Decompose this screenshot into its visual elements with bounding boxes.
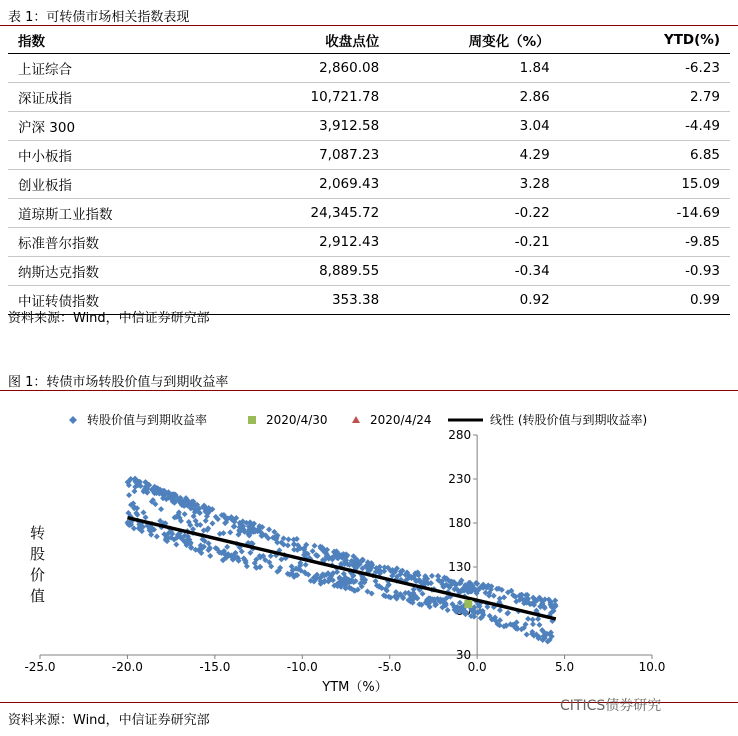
cell-week-change: -0.21 bbox=[389, 228, 559, 257]
cell-close: 7,087.23 bbox=[244, 141, 389, 170]
cell-ytd: 6.85 bbox=[560, 141, 730, 170]
cell-index-name: 中小板指 bbox=[8, 141, 244, 170]
table-row bbox=[8, 112, 730, 141]
scatter-point bbox=[530, 621, 536, 627]
scatter-point bbox=[268, 553, 274, 559]
cell-week-change: -0.22 bbox=[389, 199, 559, 228]
scatter-point bbox=[312, 543, 318, 549]
legend-label: 线性 (转股价值与到期收益率) bbox=[490, 413, 648, 427]
cell-index-name: 中证转债指数 bbox=[8, 286, 244, 315]
cell-week-change: 4.29 bbox=[389, 141, 559, 170]
scatter-point bbox=[203, 518, 209, 524]
y-tick-label: 280 bbox=[448, 428, 472, 442]
cell-week-change: 3.04 bbox=[389, 112, 559, 141]
cell-close: 2,069.43 bbox=[244, 170, 389, 199]
table-caption-rule bbox=[0, 25, 738, 26]
cell-index-name: 创业板指 bbox=[8, 170, 244, 199]
scatter-point bbox=[285, 542, 291, 548]
table-caption: 表 1：可转债市场相关指数表现 bbox=[8, 10, 190, 25]
y-axis-label: 转股价值 bbox=[28, 525, 46, 609]
scatter-point bbox=[536, 622, 542, 628]
col-header-index: 指数 bbox=[8, 27, 244, 54]
x-tick-label: -5.0 bbox=[378, 660, 402, 674]
cell-week-change: -0.34 bbox=[389, 257, 559, 286]
cell-close: 2,860.08 bbox=[244, 54, 389, 83]
col-header-ytd: YTD(%) bbox=[560, 27, 730, 54]
table-row bbox=[8, 228, 730, 257]
cell-close: 2,912.43 bbox=[244, 228, 389, 257]
y-tick-label: 180 bbox=[448, 516, 472, 530]
scatter-point bbox=[382, 564, 388, 570]
col-header-week: 周变化（%） bbox=[389, 27, 559, 54]
cell-ytd: -6.23 bbox=[560, 54, 730, 83]
x-tick-label: 0.0 bbox=[467, 660, 487, 674]
x-tick-label: -10.0 bbox=[286, 660, 318, 674]
cell-ytd: -9.85 bbox=[560, 228, 730, 257]
table-row bbox=[8, 170, 730, 199]
x-tick-label: -15.0 bbox=[199, 660, 231, 674]
x-axis-label: YTM（%） bbox=[322, 680, 388, 695]
table-row bbox=[8, 141, 730, 170]
cell-close: 353.38 bbox=[244, 286, 389, 315]
table-row bbox=[8, 83, 730, 112]
scatter-point bbox=[373, 578, 379, 584]
y-tick-label: 30 bbox=[455, 648, 472, 662]
cell-ytd: -0.93 bbox=[560, 257, 730, 286]
x-tick-label: -20.0 bbox=[111, 660, 143, 674]
table-row bbox=[8, 257, 730, 286]
scatter-point bbox=[435, 573, 441, 579]
point-2020-4-30 bbox=[464, 600, 472, 608]
col-header-close: 收盘点位 bbox=[244, 27, 389, 54]
scatter-point bbox=[524, 632, 530, 638]
scatter-point bbox=[207, 553, 213, 559]
scatter-point bbox=[310, 548, 316, 554]
y-tick-label: 230 bbox=[448, 472, 472, 486]
cell-index-name: 上证综合 bbox=[8, 54, 244, 83]
scatter-point bbox=[227, 529, 233, 535]
figure-caption-rule bbox=[0, 390, 738, 391]
watermark: CITICS债券研究 bbox=[560, 698, 662, 714]
scatter-point bbox=[266, 527, 272, 533]
table-row bbox=[8, 54, 730, 83]
cell-week-change: 0.92 bbox=[389, 286, 559, 315]
scatter-point bbox=[224, 544, 230, 550]
scatter-point bbox=[173, 541, 179, 547]
cell-week-change: 3.28 bbox=[389, 170, 559, 199]
index-table bbox=[8, 27, 730, 315]
cell-close: 8,889.55 bbox=[244, 257, 389, 286]
cell-ytd: 2.79 bbox=[560, 83, 730, 112]
scatter-point bbox=[525, 616, 531, 622]
scatter-point bbox=[278, 556, 284, 562]
table-header-row bbox=[8, 27, 730, 54]
cell-close: 24,345.72 bbox=[244, 199, 389, 228]
scatter-point bbox=[154, 534, 160, 540]
figure-source: 资料来源：Wind，中信证券研究部 bbox=[8, 713, 210, 728]
cell-ytd: 0.99 bbox=[560, 286, 730, 315]
x-tick-label: 10.0 bbox=[638, 660, 666, 674]
cell-ytd: -4.49 bbox=[560, 112, 730, 141]
scatter-point bbox=[131, 488, 137, 494]
legend-label: 2020/4/24 bbox=[370, 413, 432, 427]
cell-index-name: 沪深 300 bbox=[8, 112, 244, 141]
scatter-point bbox=[445, 607, 451, 613]
x-tick-label: -25.0 bbox=[24, 660, 56, 674]
scatter-chart bbox=[0, 400, 738, 695]
cell-ytd: -14.69 bbox=[560, 199, 730, 228]
cell-ytd: 15.09 bbox=[560, 170, 730, 199]
scatter-point bbox=[158, 506, 164, 512]
cell-close: 3,912.58 bbox=[244, 112, 389, 141]
x-tick-label: 5.0 bbox=[555, 660, 575, 674]
scatter-point bbox=[429, 573, 435, 579]
legend-marker-square bbox=[248, 416, 256, 424]
trend-line bbox=[127, 518, 555, 619]
scatter-point bbox=[209, 520, 215, 526]
legend-label: 转股价值与到期收益率 bbox=[87, 413, 208, 427]
scatter-point bbox=[497, 607, 503, 613]
figure-caption: 图 1：转债市场转股价值与到期收益率 bbox=[8, 375, 229, 390]
table-source: 资料来源：Wind，中信证券研究部 bbox=[8, 311, 210, 326]
scatter-point bbox=[286, 536, 292, 542]
table-row bbox=[8, 199, 730, 228]
cell-close: 10,721.78 bbox=[244, 83, 389, 112]
scatter-point bbox=[126, 492, 132, 498]
cell-index-name: 深证成指 bbox=[8, 83, 244, 112]
legend-label: 2020/4/30 bbox=[266, 413, 328, 427]
cell-index-name: 标准普尔指数 bbox=[8, 228, 244, 257]
legend-marker-triangle bbox=[352, 416, 360, 423]
cell-week-change: 1.84 bbox=[389, 54, 559, 83]
cell-index-name: 纳斯达克指数 bbox=[8, 257, 244, 286]
y-tick-label: 130 bbox=[448, 560, 472, 574]
scatter-points bbox=[124, 476, 558, 645]
scatter-point bbox=[182, 511, 188, 517]
scatter-point bbox=[303, 562, 309, 568]
legend-marker-diamond bbox=[69, 416, 77, 424]
cell-week-change: 2.86 bbox=[389, 83, 559, 112]
cell-index-name: 道琼斯工业指数 bbox=[8, 199, 244, 228]
scatter-point bbox=[501, 594, 507, 600]
